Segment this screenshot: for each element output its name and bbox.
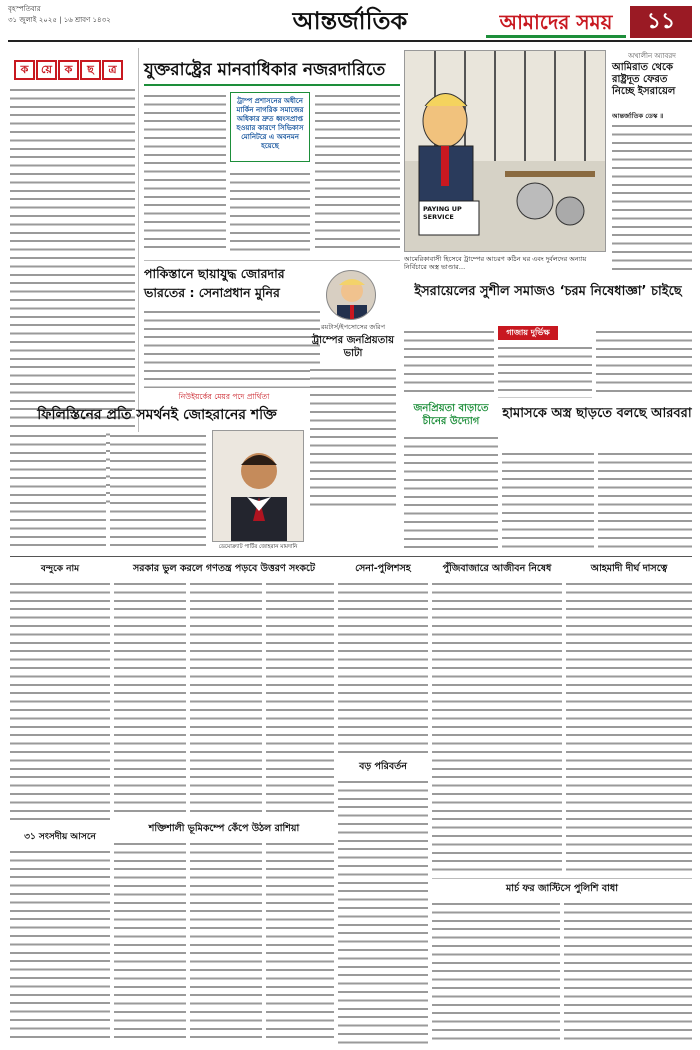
us-rights-headline: যুক্তরাষ্ট্রের মানবাধিকার নজরদারিতে (144, 60, 386, 80)
voting-headline: বন্দুকে নাম (40, 564, 80, 574)
change-headline: বড় পরিবর্তন (359, 761, 407, 772)
fold-rule (10, 556, 692, 557)
portrait-icon (327, 271, 376, 320)
gaza-tag: গাজায় দুর্ভিক্ষ (498, 326, 558, 340)
header-date: ৩১ জুলাই ২০২৫ | ১৬ শ্রাবণ ১৪৩২ (8, 16, 111, 24)
russia-col1 (114, 840, 186, 1044)
gov-mistake-headline: সরকার ভুল করলে গণতন্ত্র পড়বে উত্তরণ সংকটে (132, 563, 316, 574)
army-body (338, 580, 428, 756)
gov-col3 (266, 580, 334, 816)
emirates-dateline: আন্তর্জাতিক ডেস্ক ॥ (612, 112, 664, 120)
gov-col1 (114, 580, 186, 816)
section-title: আন্তর্জাতিক (292, 7, 408, 35)
mamdani-caption: ডেমোক্র্যাট পার্টির জোহরান মামদানি (218, 544, 298, 550)
pullquote: ট্রাম্প প্রশাসনের অধীনে মার্কিন নাগরিক সমাজের অধিকার দ্রুত ধ্বংসপ্রাপ্ত হওয়ার কারণে সিভিকাস মোনিটরে এ অবনমন হয়েছে (230, 92, 310, 162)
hamas-col1 (502, 450, 594, 550)
army-police-headline: সেনা-পুলিশসহ (355, 563, 411, 574)
us-rights-col1 (144, 92, 226, 252)
wealth-headline: পুঁজিবাজারে আজীবন নিষেধ (442, 563, 552, 574)
us-rights-col2 (230, 170, 310, 252)
ahmadi-body (566, 580, 692, 874)
voting-body (10, 580, 110, 826)
march-headline: মার্চ ফর জাস্টিসে পুলিশি বাধা (506, 883, 618, 894)
israel-headline: ইসরায়েলের সুশীল সমাজও ‘চরম নিষেধাজ্ঞা’ চাইছে (414, 284, 682, 299)
cartoon-image (404, 50, 606, 252)
israel-col3 (596, 328, 692, 398)
cartoon-illustration-icon (405, 51, 606, 252)
ahmadi-headline: আহমাদী দীর্ঘ দাসত্বে (590, 563, 668, 574)
gov-col2 (190, 580, 262, 816)
portrait-icon (213, 431, 304, 542)
hamas-col2 (598, 450, 692, 550)
kacchatra-letter: ক (58, 60, 79, 80)
russia-quake-headline: শক্তিশালী ভূমিকম্পে কেঁপে উঠল রাশিয়া (148, 823, 300, 834)
israel-col2 (498, 344, 592, 398)
change-body (338, 778, 428, 1044)
emirates-kicker: অখালীন অ্যাবরদ (628, 52, 676, 60)
pakistan-headline: পাকিস্তানে ছায়াযুদ্ধ জোরদার ভারতের : সেনাপ্রধান মুনির (144, 266, 285, 300)
kacchatra-letter: য়ে (36, 60, 57, 80)
kacchatra-letter: ছ (80, 60, 101, 80)
seats-headline: ৩১ সংসদীয় আসনে (24, 832, 96, 842)
russia-col2 (190, 840, 262, 1044)
trump-photo (326, 270, 376, 320)
china-body (404, 434, 498, 550)
israel-col1 (404, 328, 494, 398)
headline-rule (144, 84, 400, 86)
us-rights-col3 (315, 92, 400, 252)
philippines-col1 (10, 432, 106, 550)
page-number: ১১ (630, 6, 692, 38)
philippines-headline: ফিলিস্তিনের প্রতি সমর্থনই জোহরানের শক্তি (37, 407, 277, 423)
header-day: বৃহস্পতিবার (8, 5, 41, 13)
pakistan-body (144, 308, 320, 388)
header-rule (8, 40, 692, 42)
russia-col3 (266, 840, 334, 1044)
philippines-col2 (110, 432, 206, 550)
philippines-kicker: নিউইয়র্কের মেয়র পদে প্রার্থিতা (178, 392, 270, 401)
mamdani-photo (212, 430, 304, 542)
hamas-headline: হামাসকে অস্ত্র ছাড়তে বলছে আরবরা (502, 406, 692, 421)
brand-logo: আমাদের সময় (486, 6, 626, 38)
emirates-body (612, 122, 692, 272)
section-divider (144, 260, 400, 261)
march-col1 (432, 900, 560, 1044)
trump-credit: রয়টার্স/ইপসোসের জরিপ (320, 323, 386, 331)
march-col2 (564, 900, 692, 1044)
seats-body (10, 848, 110, 1044)
emirates-headline: আমিরাত থেকে রাষ্ট্রদূত ফেরত নিচ্ছে ইসরায়েল (612, 62, 676, 97)
wealth-body (432, 580, 562, 874)
section-divider (432, 878, 692, 879)
kacchatra-letter: ক (14, 60, 35, 80)
cartoon-caption: আমেরিকাবাসী হিসেবে ট্রাম্পের আচরণ কঠিন ঘর এবং দুর্বলদের অন্যায় নির্বিচারে অস্ত্র ভাণ্ডার… (404, 255, 587, 271)
kacchatra-letter: ত্র (102, 60, 123, 80)
header-date-block (8, 4, 111, 26)
trump-headline: ট্রাম্পের জনপ্রিয়তায় ভাটা (311, 335, 394, 359)
cartoon-sign: PAYING UP SERVICE (423, 205, 462, 221)
china-headline: জনপ্রিয়তা বাড়াতে চীনের উদ্যোগ (413, 403, 489, 427)
kacchatra-logo (14, 58, 130, 80)
trump-body (310, 366, 396, 508)
